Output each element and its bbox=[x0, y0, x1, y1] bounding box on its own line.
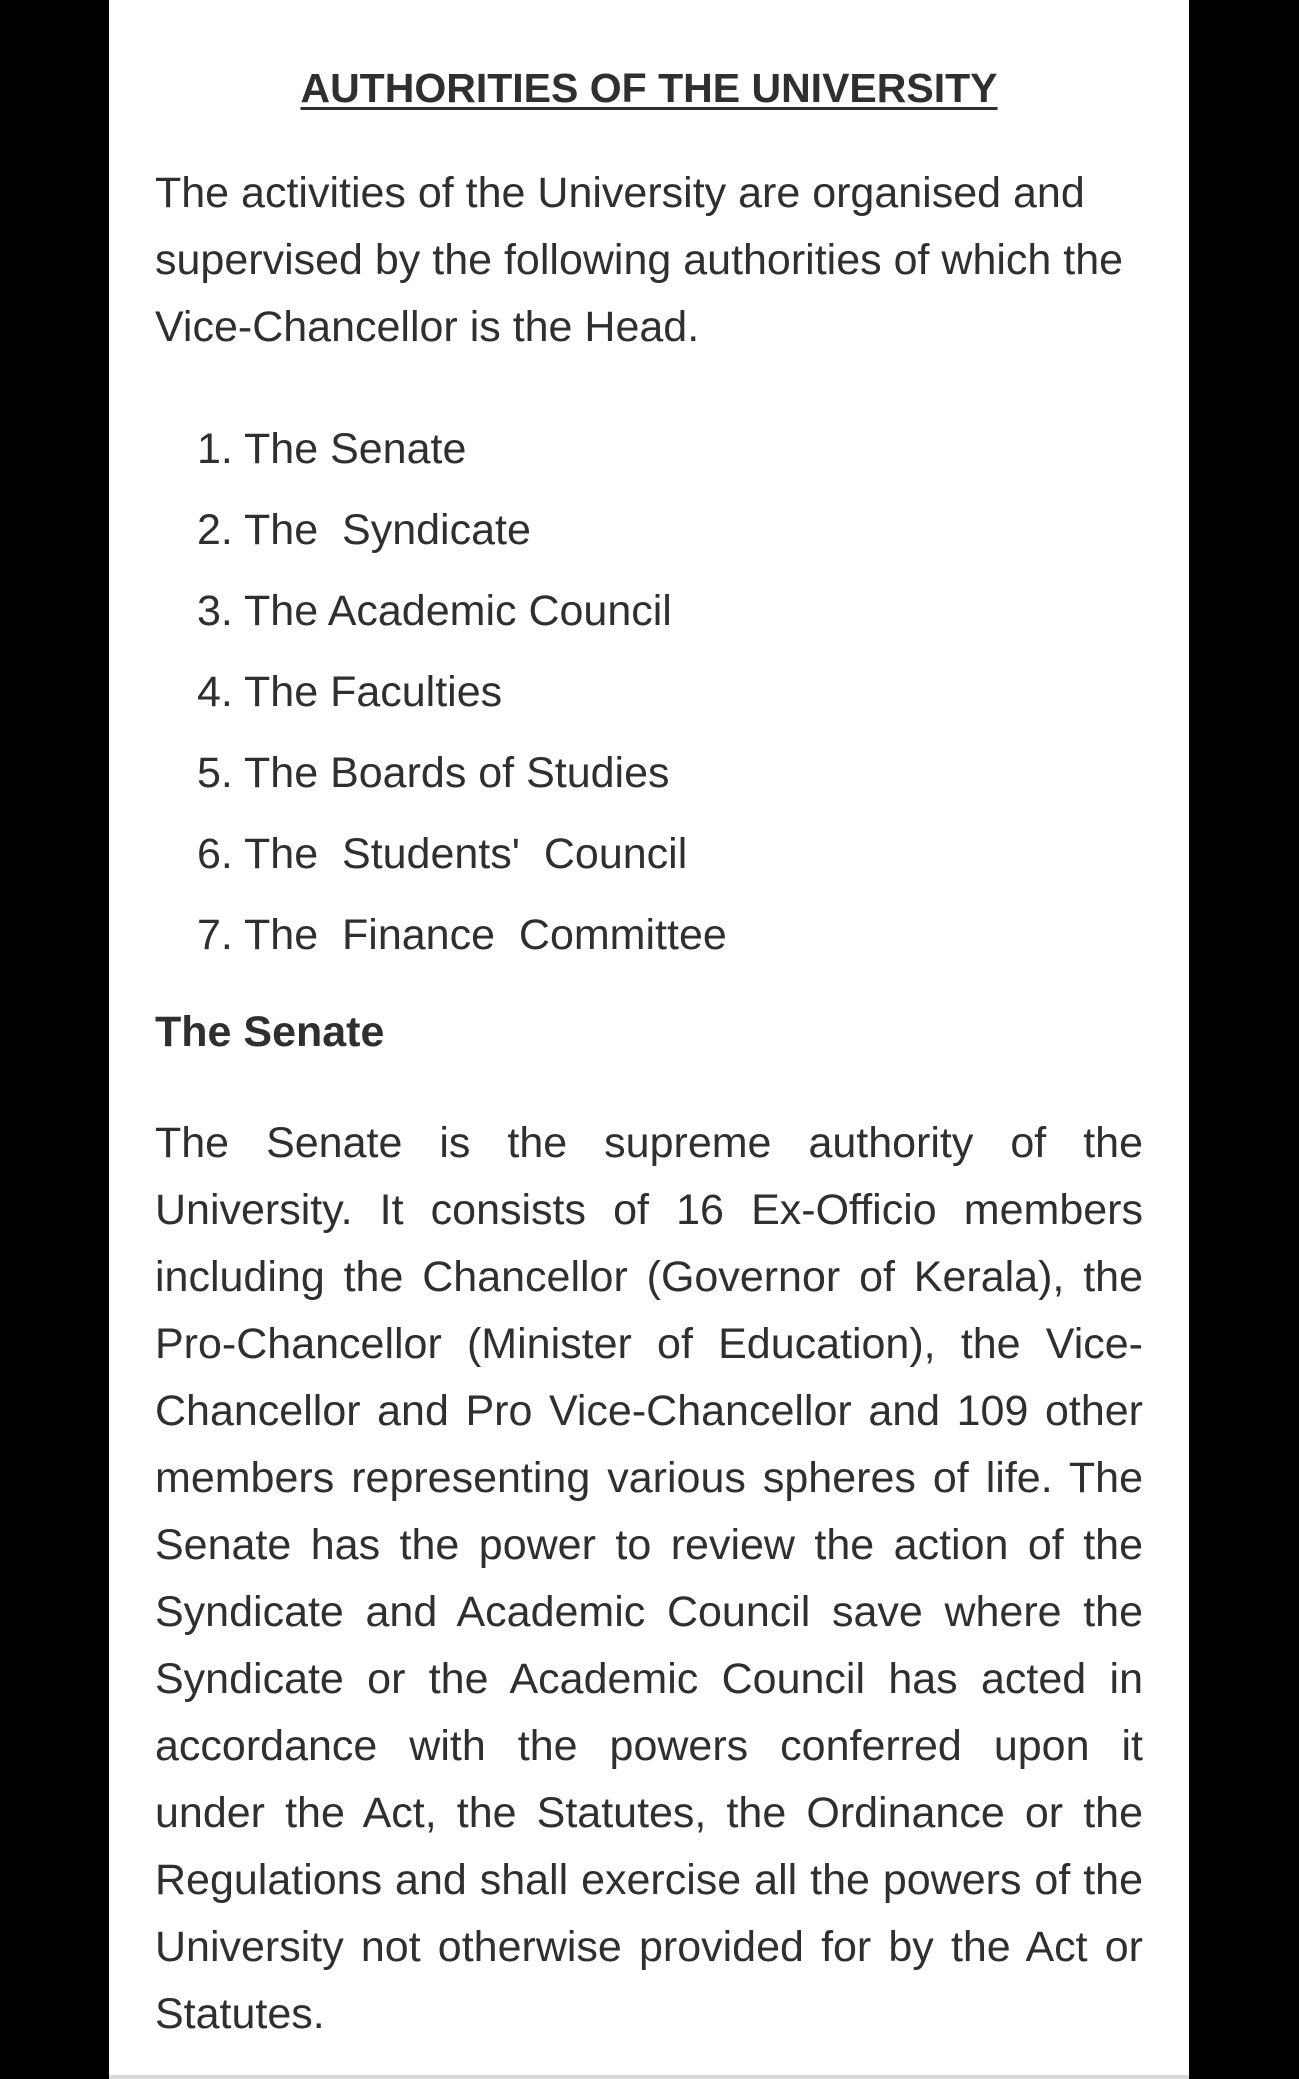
list-item: 5. The Boards of Studies bbox=[197, 749, 670, 797]
list-item: 7. The Finance Committee bbox=[197, 911, 727, 959]
list-item: 3. The Academic Council bbox=[197, 587, 672, 635]
list-item: 6. The Students' Council bbox=[197, 830, 688, 878]
intro-paragraph: The activities of the University are organised and supervised by the following authorities of which the Vice-Chancellor is the Head. bbox=[155, 169, 1124, 351]
list-item: 2. The Syndicate bbox=[197, 506, 531, 554]
senate-heading: The Senate bbox=[155, 1008, 385, 1056]
list-item: 1. The Senate bbox=[197, 425, 467, 473]
document-page bbox=[109, 0, 1189, 2079]
page-bottom-divider bbox=[109, 2075, 1189, 2079]
senate-paragraph: The Senate is the supreme authority of the University. It consists of 16 Ex-Officio members including the Chancellor (Governor of Kerala), the Pro-Chancellor (Minister of Education), the Vice-Chancellor and Pro Vice-Chancellor and 109 other members representing various spheres of life. The Senate has the power to review the action of the Syndicate and Academic Council save where the Syndicate or the Academic Council has acted in accordance with the powers conferred upon it under the Act, the Statutes, the Ordinance or the Regulations and shall exercise all the powers of the University not otherwise provided for by the Act or Statutes. bbox=[155, 1119, 1143, 2038]
authorities-list bbox=[155, 409, 1143, 976]
list-item: 4. The Faculties bbox=[197, 668, 503, 716]
document-title: AUTHORITIES OF THE UNIVERSITY bbox=[300, 65, 998, 111]
